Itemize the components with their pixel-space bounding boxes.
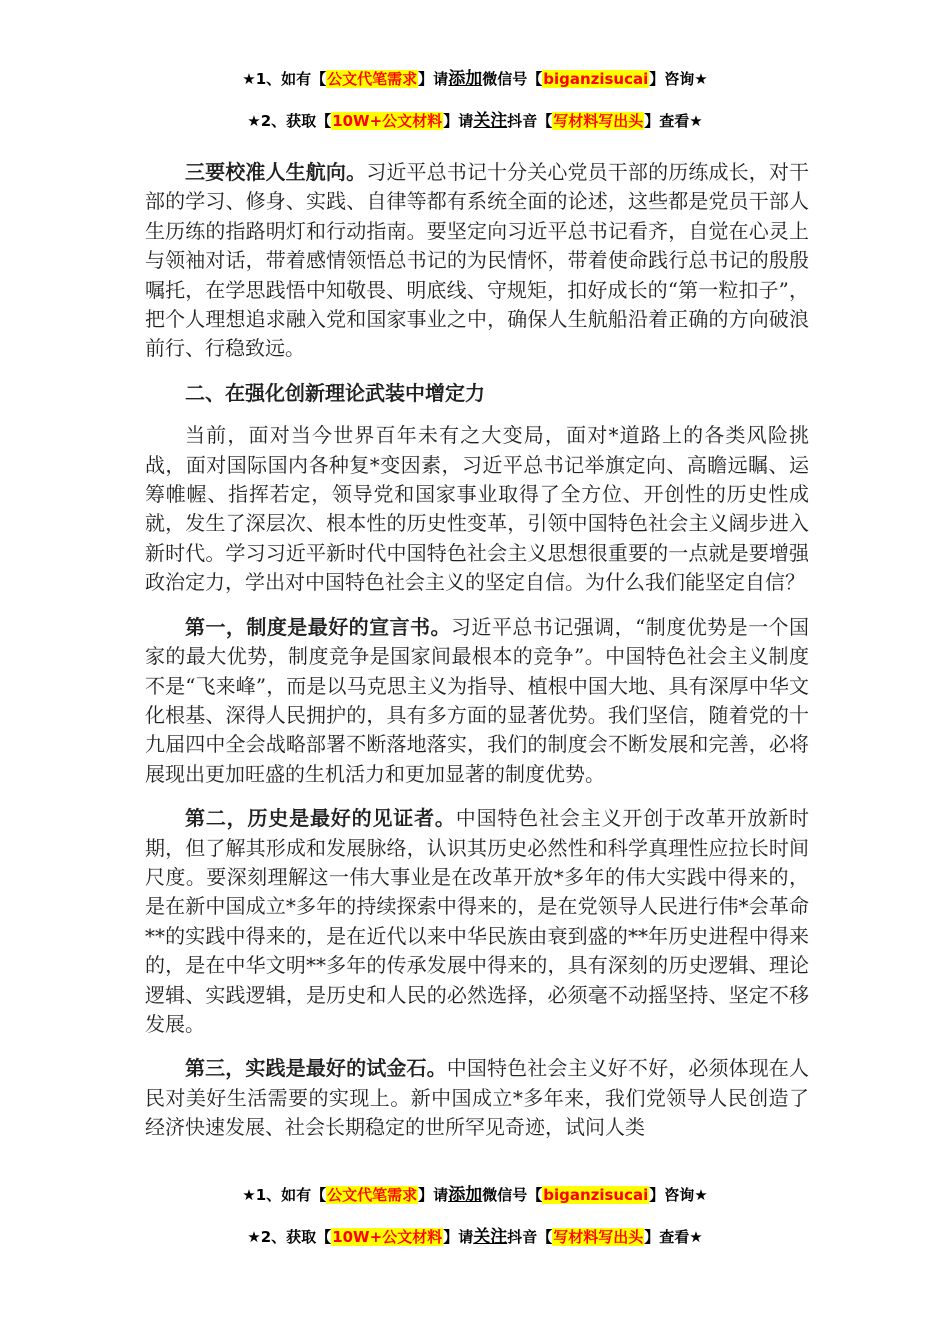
- section-heading: 二、在强化创新理论武装中增定力: [185, 380, 485, 405]
- banner-text: 微信号【: [482, 70, 543, 88]
- paragraph-practice: [145, 1054, 809, 1142]
- banner-bottom-line-1: [0, 1184, 950, 1206]
- banner-text: 抖音【: [507, 112, 553, 130]
- banner-highlight: 10W+公文材料: [332, 1228, 443, 1246]
- banner-emphasis: 添加: [448, 1185, 483, 1205]
- document-body: [145, 158, 809, 1158]
- paragraph-lead: 第三，实践是最好的试金石。: [185, 1056, 447, 1081]
- banner-suffix: 】咨询★: [649, 70, 708, 88]
- paragraph-intro: [145, 421, 809, 597]
- paragraph-lead: 第一，制度是最好的宣言书。: [185, 614, 451, 639]
- paragraph-system: [145, 613, 809, 789]
- banner-prefix: ★1、如有【: [242, 1186, 327, 1204]
- banner-bottom-line-2: [0, 1226, 950, 1248]
- paragraph-text: 中国特色社会主义好不好，必须体现在人民对美好生活需要的实现上。新中国成立*多年来，我们党领导人民创造了经济快速发展、社会长期稳定的世所罕见奇迹，试问人类: [145, 1056, 810, 1140]
- banner-emphasis: 关注: [473, 111, 508, 131]
- paragraph-text: 习近平总书记强调，“制度优势是一个国家的最大优势，制度竞争是国家间最根本的竞争”。中国特色社会主义制度不是“飞来峰”，而是以马克思主义为指导、植根中国大地、具有深厚中华文化根基、深得人民拥护的，具有多方面的显著优势。我们坚信，随着党的十九届四中全会战略部署不断落地落实，我们的制度会不断发展和完善，必将展现出更加旺盛的生机活力和更加显著的制度优势。: [145, 614, 809, 786]
- banner-text: 】请: [418, 1186, 449, 1204]
- banner-highlight: 写材料写出头: [553, 1228, 644, 1246]
- banner-suffix: 】查看★: [644, 112, 703, 130]
- paragraph-history: [145, 804, 809, 1039]
- banner-prefix: ★2、获取【: [247, 1228, 332, 1246]
- banner-suffix: 】咨询★: [649, 1186, 708, 1204]
- banner-prefix: ★2、获取【: [247, 112, 332, 130]
- banner-highlight: 公文代笔需求: [327, 1186, 418, 1204]
- paragraph-lead: 三要校准人生航向。: [185, 160, 367, 184]
- banner-emphasis: 关注: [473, 1227, 508, 1247]
- banner-emphasis: 添加: [448, 69, 483, 89]
- banner-text: 微信号【: [482, 1186, 543, 1204]
- banner-suffix: 】查看★: [644, 1228, 703, 1246]
- paragraph-life-direction: [145, 158, 809, 364]
- banner-text: 】请: [443, 112, 474, 130]
- banner-highlight: biganzisucai: [543, 70, 649, 88]
- banner-highlight: 公文代笔需求: [327, 70, 418, 88]
- banner-highlight: biganzisucai: [543, 1186, 649, 1204]
- banner-top-line-1: [0, 68, 950, 90]
- paragraph-text: 中国特色社会主义开创于改革开放新时期，但了解其形成和发展脉络，认识其历史必然性和科学真理性应拉长时间尺度。要深刻理解这一伟大事业是在改革开放*多年的伟大实践中得来的，是在新中国成立*多年的持续探索中得来的，是在党领导人民进行伟*会革命**的实践中得来的，是在近代以来中华民族由衰到盛的**年历史进程中得来的，是在中华文明**多年的传承发展中得来的，具有深刻的历史逻辑、理论逻辑、实践逻辑，是历史和人民的必然选择，必须毫不动摇坚持、坚定不移发展。: [145, 806, 810, 1036]
- banner-text: 】请: [443, 1228, 474, 1246]
- banner-highlight: 10W+公文材料: [332, 112, 443, 130]
- paragraph-lead: 第二，历史是最好的见证者。: [185, 806, 456, 831]
- paragraph-text: 当前，面对当今世界百年未有之大变局，面对*道路上的各类风险挑战，面对国际国内各种复*变因素，习近平总书记举旗定向、高瞻远瞩、运筹帷幄、指挥若定，领导党和国家事业取得了全方位、开创性的历史性成就，发生了深层次、根本性的历史性变革，引领中国特色社会主义阔步进入新时代。学习习近平新时代中国特色社会主义思想很重要的一点就是要增强政治定力，学出对中国特色社会主义的坚定自信。为什么我们能坚定自信？: [145, 423, 809, 595]
- banner-text: 抖音【: [507, 1228, 553, 1246]
- banner-highlight: 写材料写出头: [553, 112, 644, 130]
- banner-text: 】请: [418, 70, 449, 88]
- banner-prefix: ★1、如有【: [242, 70, 327, 88]
- banner-top-line-2: [0, 110, 950, 132]
- paragraph-text: 习近平总书记十分关心党员干部的历练成长，对干部的学习、修身、实践、自律等都有系统全面的论述，这些都是党员干部人生历练的指路明灯和行动指南。要坚定向习近平总书记看齐，自觉在心灵上与领袖对话，带着感情领悟总书记的为民情怀，带着使命践行总书记的殷殷嘱托，在学思践悟中知敬畏、明底线、守规矩，扣好成长的“第一粒扣子”，把个人理想追求融入党和国家事业之中，确保人生航船沿着正确的方向破浪前行、行稳致远。: [145, 160, 810, 361]
